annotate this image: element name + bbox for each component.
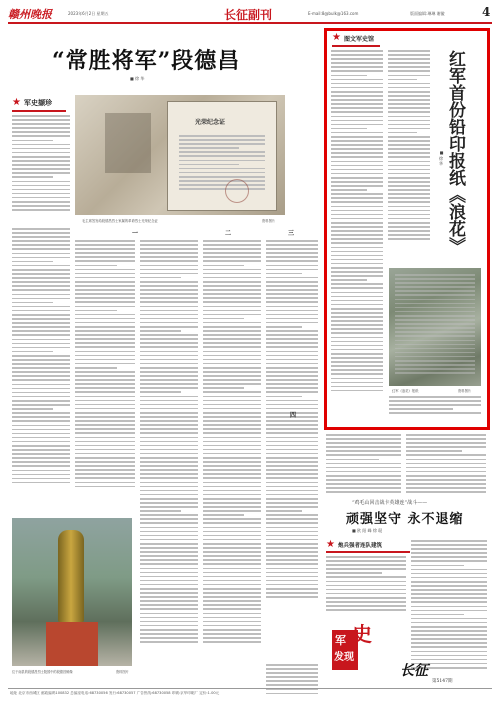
bottom-article-author: ■ 欧 阳 峰 徐 琨 — [352, 528, 383, 533]
statue-credit: 资料图片 — [116, 670, 129, 674]
badge-top-char: 史 — [352, 622, 372, 646]
statue-caption: 位于南县的段德昌烈士陵园中的段德昌铜像 — [12, 670, 73, 674]
main-article-author: ■ 徐 华 — [130, 76, 145, 81]
section-tag-pictorial-history — [332, 33, 374, 43]
mid-right-column-1 — [326, 434, 401, 498]
certificate-text — [179, 135, 265, 195]
section-tag-label: 图文军史馆 — [343, 35, 374, 43]
bottom-article-kicker: “鸡毛山回击战卡英雄连”战斗—— — [352, 500, 428, 506]
newspaper-photo — [389, 268, 481, 386]
article-body-column-2 — [75, 240, 135, 513]
right-article-author: ■ 徐 华 — [439, 150, 444, 166]
masthead-rule — [8, 22, 492, 24]
changzheng-logo: 长征 — [400, 663, 428, 679]
certificate-title: 光荣纪念证 — [195, 119, 226, 126]
mid-right-column-2 — [406, 434, 486, 498]
section-tag-artillery — [326, 540, 382, 550]
statue-pedestal — [46, 622, 98, 666]
masthead — [8, 4, 492, 22]
article-body-column-5 — [266, 240, 318, 660]
masthead-email: E-mail:8@bulk@163.com — [308, 11, 359, 16]
section-tag-military-history — [12, 98, 52, 108]
newspaper-photo-text — [395, 274, 475, 378]
certificate-photo — [75, 95, 285, 215]
right-article-column-3 — [389, 396, 481, 424]
history-discovery-badge — [332, 618, 392, 672]
section-underline — [326, 551, 410, 553]
newspaper-photo-credit: 资料图片 — [458, 389, 472, 393]
bottom-article-column-1 — [326, 556, 406, 616]
certificate-seal — [105, 113, 151, 173]
masthead-date: 2023年6月2日 星期五 — [68, 11, 109, 16]
red-star-icon: ★ — [326, 539, 335, 550]
red-star-icon: ★ — [12, 97, 21, 108]
badge-bottom-text: 发现 — [334, 652, 354, 663]
right-article-title: 红军首份铅印报纸《浪花》 — [445, 50, 465, 254]
masthead-page-number: 4 — [482, 5, 491, 19]
bottom-article-title: 顽强坚守 永不退缩 — [346, 512, 464, 527]
masthead-section: 长征副刊 — [224, 8, 273, 22]
bottom-article-column-2 — [411, 540, 487, 680]
section-tag-label: 军史撷珍 — [23, 99, 52, 107]
article-lead-text — [12, 115, 70, 223]
article-body-column-3 — [140, 240, 198, 700]
masthead-editor: 版面编辑:琳琳 谢徽 — [410, 11, 445, 16]
subhead-1: 一 — [132, 230, 139, 237]
issue-number: 第5147期 — [432, 679, 453, 684]
footer-text: 地址 北京市西城区 邮政编码100832 总编室电话:68730056 发行:68730057 广告热线:68730058 印刷:京华印刷厂 定价:1.00元 — [10, 691, 220, 695]
masthead-logo: 赣州晚报 — [8, 8, 52, 21]
main-article-title: “常胜将军”段德昌 — [52, 48, 241, 74]
certificate-caption: 毛主席签发给段德昌烈士家属的革命烈士光荣纪念证 — [82, 219, 158, 223]
article-body-column-4 — [203, 240, 261, 700]
article-body-column-1 — [12, 228, 70, 513]
subhead-3: 三 — [288, 230, 295, 237]
certificate-mark — [225, 179, 249, 203]
right-article-column-1 — [331, 50, 383, 415]
subhead-2: 二 — [225, 230, 232, 237]
red-star-icon: ★ — [332, 32, 341, 43]
statue-figure — [58, 530, 84, 622]
subhead-4: 四 — [290, 412, 297, 419]
right-article-column-2 — [388, 50, 430, 260]
statue-photo — [12, 518, 132, 666]
section-underline — [12, 110, 66, 112]
section-tag-label: 炮兵强者连队建筑 — [337, 543, 382, 549]
certificate-credit: 资料图片 — [262, 219, 276, 223]
newspaper-photo-caption: 红军《浪花》报纸 — [392, 389, 419, 393]
section-underline — [332, 45, 380, 47]
footer-rule — [8, 688, 492, 689]
badge-mid-char: 军 — [335, 634, 346, 647]
